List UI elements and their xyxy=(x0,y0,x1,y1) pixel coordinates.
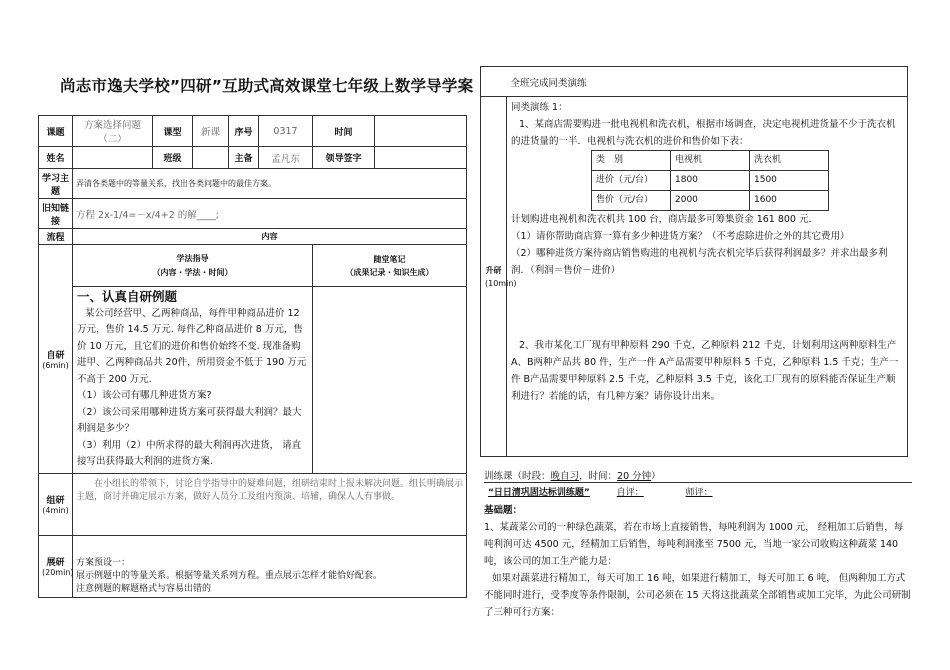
price-table xyxy=(591,150,829,211)
show-label: 展研 xyxy=(46,558,65,568)
self-eval: 自评： xyxy=(616,488,644,498)
label-advance xyxy=(481,97,517,457)
left-lesson-table xyxy=(38,115,467,598)
price-cell: 1500 xyxy=(750,171,829,191)
label-prep: 主备 xyxy=(229,147,259,169)
daily-line xyxy=(484,485,912,502)
advance-content xyxy=(507,97,908,457)
label-review: 旧知链接 xyxy=(39,199,73,229)
label-type: 课型 xyxy=(153,116,193,147)
theme-content: 弄清各类题中的等量关系，找出各类问题中的最佳方案。 xyxy=(73,169,467,199)
notes-header-title: 随堂笔记 xyxy=(373,254,406,264)
training-label: 训练课（时段： xyxy=(484,471,551,482)
seq-value: 0317 xyxy=(259,116,313,147)
right-header-blank xyxy=(481,67,507,97)
self-study-label: 自研 xyxy=(46,350,65,361)
training-section xyxy=(484,468,912,621)
guide-header xyxy=(73,245,313,287)
show-time: (20min) xyxy=(42,568,74,577)
label-group xyxy=(39,473,73,535)
basic-q1b: 如果对蔬菜进行精加工，每天可加工 16 吨，如果进行精加工，每天可加工 6 吨， 但两种加工方式不能同时进行，受季度等条件限制，公司必须在 15 天将这批蔬菜全部销售或加工完毕，为此公司研制了三种可行方案： xyxy=(484,573,911,618)
self-study-q3: （3）利用（2）中所求得的最大利润再次进货， 请直接写出获得最大利润的进货方案. xyxy=(77,439,302,467)
price-cell: 进价（元/台） xyxy=(592,171,671,191)
practice-p1: 1、某商店需要购进一批电视机和洗衣机，根据市场调查，决定电视机进货量不少于洗衣机的进货量的一半．电视机与洗衣机的进价和售价如下表： xyxy=(511,119,896,147)
name-value xyxy=(73,147,153,169)
label-seq: 序号 xyxy=(229,116,259,147)
price-cell: 售价（元/台） xyxy=(592,191,671,211)
label-name: 姓名 xyxy=(39,147,73,169)
label-self-study xyxy=(39,245,73,474)
label-show xyxy=(39,535,73,597)
group-content: 在小组长的带领下，讨论自学指导中的疑难问题，组研结束时上报未解决问题。组长明确展示主题，商讨并确定展示方案，做好人员分工及组内预演、培辅，确保人人有事做。 xyxy=(73,473,467,535)
show-line1: 方案预设一： xyxy=(76,557,131,568)
price-cell: 2000 xyxy=(671,191,750,211)
page-title: 尚志市逸夫学校”四研”互助式高效课堂七年级上数学导学案 xyxy=(60,77,474,95)
label-class: 班级 xyxy=(153,147,193,169)
practice-title: 同类演练 1： xyxy=(511,102,568,113)
prep-value: 孟凡东 xyxy=(259,147,313,169)
label-flow: 流程 xyxy=(39,229,73,245)
self-study-heading: 一、认真自研例题 xyxy=(77,289,178,304)
practice-p1q1: （1）请你帮助商店算一算有多少种进货方案？（不考虑除进价之外的其它费用） xyxy=(511,231,850,242)
spacer xyxy=(511,279,903,337)
guide-header-title: 学法指导 xyxy=(176,253,209,263)
class-value xyxy=(193,147,229,169)
self-study-q1: （1）该公司有哪几种进货方案? xyxy=(77,390,212,401)
label-topic: 课题 xyxy=(39,116,73,147)
practice-p2: 2、我市某化工厂现有甲种原料 290 千克，乙种原料 212 千克，计划利用这两种原料生产 A、B两种产品共 80 件，生产一件 A产品需要甲种原料 5 千克，乙种原料 1.5 千克；生产一件 B产品需要甲种原料 2.5 千克，乙种原料 3.5 千克，该化工厂现有的原料能否保证生产顺利进行？若能的话，有几种方案？请你设计出来。 xyxy=(511,340,899,402)
peer-eval: 师评： xyxy=(685,488,713,498)
divider xyxy=(484,482,912,483)
practice-p1b: 计划购进电视机和洗衣机共 100 台，商店最多可筹集资金 161 800 元． xyxy=(511,214,818,225)
right-header: 全班完成同类演练 xyxy=(507,67,908,97)
price-header-1: 电视机 xyxy=(671,151,750,171)
daily-title: “日日清巩固达标训练题” xyxy=(488,488,590,498)
price-cell: 1800 xyxy=(671,171,750,191)
basic-label: 基础题： xyxy=(484,505,523,516)
sign-value xyxy=(375,147,467,169)
group-time: (4min) xyxy=(42,506,69,515)
notes-header xyxy=(313,245,467,287)
advance-time: (10min) xyxy=(485,278,517,288)
show-line2: 展示例题中的等量关系。根据等量关系列方程。重点展示怎样才能恰好配套。 xyxy=(76,570,383,581)
right-practice-table xyxy=(480,66,908,457)
topic-value: 方案选择问题（二） xyxy=(73,116,153,147)
notes-header-sub: （成果记录・知识生成） xyxy=(345,267,434,277)
label-theme: 学习主题 xyxy=(39,169,73,199)
price-cell: 1600 xyxy=(750,191,829,211)
training-end: ） xyxy=(651,471,661,482)
self-study-content xyxy=(73,287,313,474)
group-label: 组研 xyxy=(46,496,65,506)
practice-p1q2: （2）哪种进货方案待商店销售购进的电视机与洗衣机完毕后获得利润最多？并求出最多利润．（利润＝售价－进价） xyxy=(511,248,888,276)
show-line3: 注意例题的解题格式与容易出错的 xyxy=(76,583,212,594)
training-duration: 20 分钟 xyxy=(617,471,652,482)
flow-content: 内容 xyxy=(73,229,467,245)
price-header-2: 洗衣机 xyxy=(750,151,829,171)
type-value: 新课 xyxy=(193,116,229,147)
review-content: 方程 2x-1/4=－x/4+2 的解____; xyxy=(73,199,467,229)
label-time: 时间 xyxy=(313,116,375,147)
training-time: 晚自习 xyxy=(550,471,580,482)
price-header-0: 类 别 xyxy=(592,151,671,171)
advance-label: 升研 xyxy=(485,265,502,275)
training-mid: ，时间： xyxy=(579,471,618,482)
notes-area xyxy=(313,287,467,474)
self-study-time: (6min) xyxy=(42,360,69,370)
label-sign: 领导签字 xyxy=(313,147,375,169)
basic-q1a: 1、某蔬菜公司的一种绿色蔬菜，若在市场上直接销售，每吨利润为 1000 元， 经粗加工后销售，每吨利润可达 4500 元，经精加工后销售，每吨利润涨至 7500 元，当地一家公司收购这种蔬菜 140 吨，该公司的加工生产能力是： xyxy=(484,522,904,567)
time-value xyxy=(375,116,467,147)
self-study-q2: （2）该公司采用哪种进货方案可获得最大利润？最大利润是多少？ xyxy=(77,406,302,434)
self-study-text: 某公司经营甲、乙两种商品，每件甲种商品进价 12万元，售价 14.5 万元. 每件乙种商品进价 8 万元，售价 10 万元，且它们的进价和售价始终不变. 现准备购进甲、乙两种商品共 20件，所用资金不低于 190 万元不高于 200 万元. xyxy=(77,307,307,385)
show-content xyxy=(73,535,467,597)
guide-header-sub: （内容・学法・时间） xyxy=(152,267,233,277)
